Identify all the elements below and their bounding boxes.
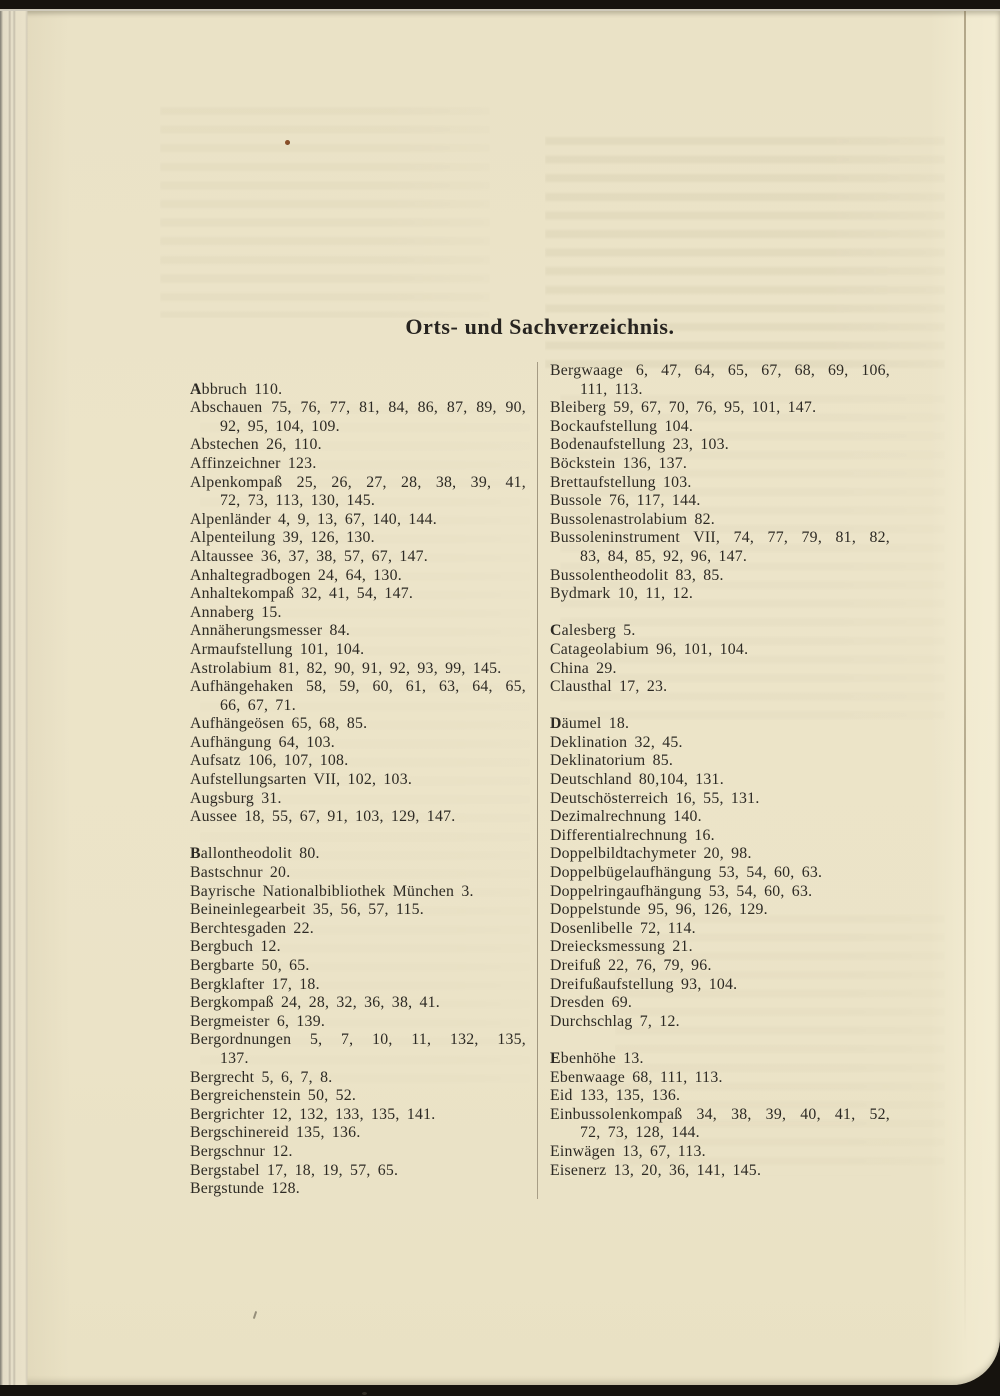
index-entry-line: Ballontheodolit 80. [190, 845, 320, 863]
index-entry-line: 111, 113. [580, 380, 643, 398]
index-entry [550, 492, 890, 511]
index-entry-line: Bergwaage 6, 47, 64, 65, 67, 68, 69, 106, [550, 362, 890, 379]
index-entry [190, 1031, 526, 1068]
index-entry [550, 1069, 890, 1088]
index-entry-line: Bergreichenstein 50, 52. [190, 1087, 357, 1105]
index-entry [550, 641, 890, 660]
index-entry-line: Armaufstellung 101, 104. [190, 640, 365, 658]
index-entry-line: Dreifußaufstellung 93, 104. [550, 975, 738, 993]
index-entry-line: Alpenkompaß 25, 26, 27, 28, 38, 39, 41, [190, 473, 526, 491]
index-entry [550, 567, 890, 586]
index-entry-line: Aufsatz 106, 107, 108. [190, 752, 349, 770]
index-entry-line: Anhaltekompaß 32, 41, 54, 147. [190, 585, 414, 603]
index-entry-line: Abstechen 26, 110. [190, 436, 322, 454]
index-entry [190, 641, 526, 660]
index-entry-line: Bussolenastrolabium 82. [550, 510, 715, 528]
paper-page [0, 9, 1000, 1385]
index-entry [550, 1143, 890, 1162]
index-entry [190, 752, 526, 771]
index-entry-line: Bydmark 10, 11, 12. [550, 585, 694, 603]
index-entry-line: Einbussolenkompaß 34, 38, 39, 40, 41, 52, [550, 1105, 890, 1123]
index-entry [550, 660, 890, 679]
index-entry-line: Calesberg 5. [550, 622, 636, 640]
index-entry [190, 399, 526, 436]
index-entry [190, 604, 526, 623]
page-content [190, 314, 890, 1199]
index-entry-line: Dreiecksmessung 21. [550, 938, 693, 956]
index-entry-line: Brettaufstellung 103. [550, 473, 692, 491]
index-entry [190, 585, 526, 604]
index-entry [190, 938, 526, 957]
index-entry-line: 92, 95, 104, 109. [220, 417, 340, 435]
index-entry [550, 455, 890, 474]
index-entry [550, 474, 890, 493]
paper-speck [253, 1311, 257, 1319]
index-entry-line: Bussolentheodolit 83, 85. [550, 566, 724, 584]
index-entry [190, 790, 526, 809]
index-entry [190, 1013, 526, 1032]
index-entry-line: Augsburg 31. [190, 789, 282, 807]
index-entry [550, 920, 890, 939]
index-entry [190, 808, 526, 827]
index-entry [550, 976, 890, 995]
index-entry [190, 678, 526, 715]
index-entry [190, 455, 526, 474]
index-entry [190, 1069, 526, 1088]
group-initial-letter: B [190, 845, 201, 863]
index-entry [550, 864, 890, 883]
ink-dot-stain [285, 140, 290, 145]
index-entry-line: Bockaufstellung 104. [550, 417, 694, 435]
index-entry-line: Deutschland 80,104, 131. [550, 771, 724, 789]
index-entry-line: Aufhängung 64, 103. [190, 733, 336, 751]
index-entry-line: 66, 67, 71. [220, 696, 296, 714]
index-entry-line: Däumel 18. [550, 715, 630, 733]
index-entry-line: Bergstunde 128. [190, 1180, 301, 1198]
index-entry [190, 715, 526, 734]
index-entry [550, 845, 890, 864]
index-entry [190, 920, 526, 939]
index-entry [190, 1124, 526, 1143]
index-entry-line: Bergbarte 50, 65. [190, 957, 310, 974]
index-entry [550, 511, 890, 530]
index-entry-line: Anhaltegradbogen 24, 64, 130. [190, 566, 402, 584]
index-entry [190, 771, 526, 790]
index-entry-line: Bergschnur 12. [190, 1142, 293, 1160]
index-entry-line: Differentialrechnung 16. [550, 826, 715, 844]
index-entry [190, 864, 526, 883]
index-entry-line: Bayrische Nationalbibliothek München 3. [190, 882, 474, 900]
index-entry-line: Ebenwaage 68, 111, 113. [550, 1068, 723, 1086]
index-entry [550, 752, 890, 771]
index-entry [190, 734, 526, 753]
index-entry-line: Aufhängehaken 58, 59, 60, 61, 63, 64, 65, [190, 678, 526, 696]
index-entry-line: Dosenlibelle 72, 114. [550, 919, 696, 937]
index-entry-line: Doppelringaufhängung 53, 54, 60, 63. [550, 882, 813, 900]
paper-speck [362, 1392, 367, 1395]
index-entry [190, 660, 526, 679]
index-entry-line: Aussee 18, 55, 67, 91, 103, 129, 147. [190, 808, 456, 826]
index-entry [550, 418, 890, 437]
index-entry-line: Bergstabel 17, 18, 19, 57, 65. [190, 1161, 399, 1179]
index-entry-line: Bergschinereid 135, 136. [190, 1124, 361, 1142]
index-entry [190, 1087, 526, 1106]
index-entry [550, 994, 890, 1013]
index-entry-line: Abbruch 110. [190, 380, 283, 398]
index-entry-line: Bergklafter 17, 18. [190, 975, 320, 993]
index-entry [190, 1143, 526, 1162]
index-entry [190, 381, 526, 400]
index-entry-line: Annaberg 15. [190, 603, 282, 621]
index-entry-line: China 29. [550, 659, 617, 677]
index-entry-line: Durchschlag 7, 12. [550, 1012, 680, 1030]
page-fold-line [964, 11, 966, 1345]
index-entry-line: Doppelbügelaufhängung 53, 54, 60, 63. [550, 864, 823, 882]
bleedthrough-ghost [160, 103, 490, 318]
index-entry [190, 976, 526, 995]
index-entry-line: Affinzeichner 123. [190, 454, 317, 472]
index-entry-line: Aufhängeösen 65, 68, 85. [190, 715, 368, 733]
index-entry-line: Bergmeister 6, 139. [190, 1012, 326, 1030]
index-entry [550, 771, 890, 790]
index-entry-line: Doppelstunde 95, 96, 126, 129. [550, 901, 768, 919]
index-entry-line: Beineinlegearbeit 35, 56, 57, 115. [190, 901, 424, 919]
index-entry [550, 1013, 890, 1032]
index-entry-line: 137. [220, 1049, 249, 1067]
index-entry-line: Catageolabium 96, 101, 104. [550, 640, 749, 658]
index-entry [550, 436, 890, 455]
index-entry [550, 901, 890, 920]
index-entry-line: Eid 133, 135, 136. [550, 1087, 681, 1105]
index-entry-line: Eisenerz 13, 20, 36, 141, 145. [550, 1161, 762, 1179]
page-title: Orts- und Sachverzeichnis. [405, 314, 675, 339]
index-column-right [538, 362, 890, 1199]
index-entry-line: Deklination 32, 45. [550, 733, 683, 751]
index-entry [550, 1106, 890, 1143]
index-entry-line: Dresden 69. [550, 994, 633, 1012]
index-entry [550, 1087, 890, 1106]
index-entry-line: Einwägen 13, 67, 113. [550, 1142, 706, 1160]
index-entry-line: Clausthal 17, 23. [550, 678, 668, 696]
index-entry [190, 901, 526, 920]
index-entry-line: 72, 73, 113, 130, 145. [220, 492, 376, 510]
group-initial-letter: D [550, 715, 562, 733]
index-entry [550, 883, 890, 902]
index-entry [550, 734, 890, 753]
index-entry-line: Astrolabium 81, 82, 90, 91, 92, 93, 99, 145. [190, 659, 502, 677]
index-entry [190, 1106, 526, 1125]
index-entry-line: Deklinatorium 85. [550, 752, 674, 770]
group-initial-letter: C [550, 622, 562, 640]
index-entry [550, 790, 890, 809]
index-entry-line: 72, 73, 128, 144. [580, 1124, 700, 1142]
group-initial-letter: E [550, 1049, 561, 1067]
index-entry-line: Bastschnur 20. [190, 864, 291, 882]
index-entry [190, 511, 526, 530]
index-entry-line: Altaussee 36, 37, 38, 57, 67, 147. [190, 547, 428, 565]
index-entry [550, 938, 890, 957]
index-entry [190, 1162, 526, 1181]
index-entry [550, 827, 890, 846]
index-entry [550, 1162, 890, 1181]
index-entry-line: Bussoleninstrument VII, 74, 77, 79, 81, 82, [550, 529, 890, 547]
index-entry [190, 957, 526, 976]
index-entry-line: Alpenländer 4, 9, 13, 67, 140, 144. [190, 510, 437, 528]
index-entry [190, 567, 526, 586]
index-entry [550, 399, 890, 418]
index-entry-line: Bergkompaß 24, 28, 32, 36, 38, 41. [190, 994, 440, 1012]
index-entry [190, 548, 526, 567]
index-entry-line: Ebenhöhe 13. [550, 1049, 644, 1067]
book-edge-strip [0, 11, 28, 1385]
index-entry-line: Bergrecht 5, 6, 7, 8. [190, 1068, 333, 1086]
index-entry [550, 585, 890, 604]
index-entry-line: Böckstein 136, 137. [550, 454, 688, 472]
index-entry-line: Bergordnungen 5, 7, 10, 11, 132, 135, [190, 1031, 526, 1049]
index-entry-line: Bleiberg 59, 67, 70, 76, 95, 101, 147. [550, 399, 817, 417]
index-entry-line: Doppelbildtachymeter 20, 98. [550, 845, 752, 863]
index-entry-line: Abschauen 75, 76, 77, 81, 84, 86, 87, 89, 90, [190, 399, 526, 417]
index-entry [550, 678, 890, 697]
index-entry-line: Dezimalrechnung 140. [550, 808, 702, 826]
index-entry-line: Aufstellungsarten VII, 102, 103. [190, 771, 413, 789]
index-entry-line: Bergbuch 12. [190, 938, 281, 956]
index-entry [190, 994, 526, 1013]
index-column-left [190, 362, 537, 1199]
index-entry [190, 474, 526, 511]
index-entry-line: Alpenteilung 39, 126, 130. [190, 529, 375, 547]
index-entry-line: 83, 84, 85, 92, 96, 147. [580, 547, 748, 565]
index-entry-line: Bussole 76, 117, 144. [550, 492, 701, 510]
index-entry [550, 808, 890, 827]
index-entry-line: Deutschösterreich 16, 55, 131. [550, 789, 760, 807]
index-entry [550, 622, 890, 641]
index-entry [190, 622, 526, 641]
index-entry [550, 362, 890, 399]
index-entry [550, 715, 890, 734]
index-entry [550, 957, 890, 976]
index-entry [190, 883, 526, 902]
index-entry [190, 436, 526, 455]
index-entry-line: Annäherungsmesser 84. [190, 622, 351, 640]
index-entry-line: Bodenaufstellung 23, 103. [550, 436, 729, 454]
index-entry [550, 529, 890, 566]
index-entry [190, 529, 526, 548]
index-entry [190, 1180, 526, 1199]
index-entry-line: Bergrichter 12, 132, 133, 135, 141. [190, 1105, 436, 1123]
index-entry [190, 845, 526, 864]
index-entry-line: Berchtesgaden 22. [190, 919, 314, 937]
group-initial-letter: A [190, 380, 202, 398]
index-entry-line: Dreifuß 22, 76, 79, 96. [550, 957, 712, 974]
index-entry [550, 1050, 890, 1069]
index-columns [190, 362, 890, 1199]
